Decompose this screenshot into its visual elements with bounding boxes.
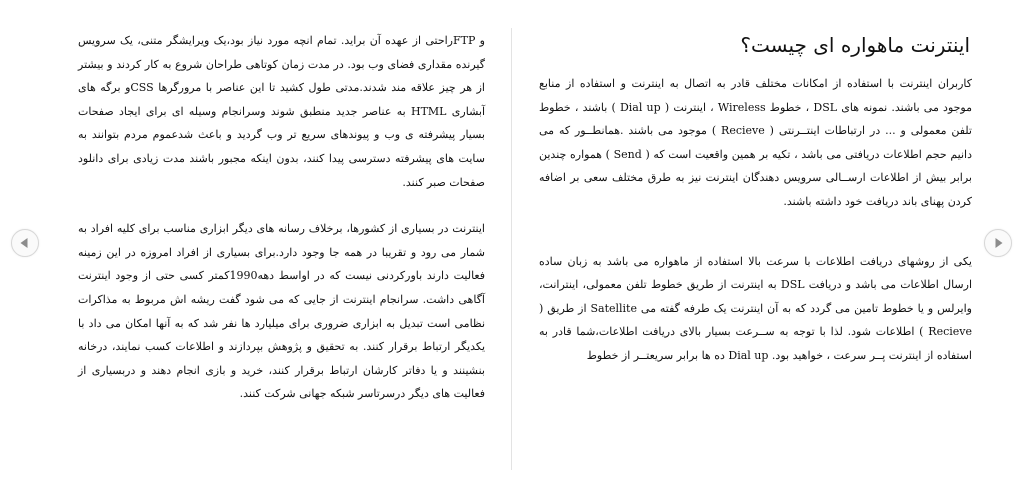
chevron-right-icon — [985, 230, 1011, 256]
right-paragraph-1: کاربران اینترنت با استفاده از امکانات مختلف قادر به اتصال به اینترنت و استفاده از منابع موجود می باشند. نمونه های DSL ، خطوط Wireless ، اینترنت ( Dial up ) باشند ، خطوط تلفن معمولی و ... در ارتباطات اینتــرنتی ( Recieve ) موجود می باشند .همانطــور که می دانیم حجم اطلاعات دریافتی می باشد ، تکیه بر همین واقعیت است که ( Send ) همواره چندین برابر بیش از اطلاعات ارســالی سرویس دهندگان اینترنت نیز به طرق مختلف سعی بر اضافه کردن پهنای باند دریافت خود داشته باشند. — [539, 77, 973, 208]
left-paragraph-1: و FTPراحتی از عهده آن براید. تمام انچه مورد نیاز بود،یک ویرایشگر متنی، یک سرویس گیرنده مقداری فضای وب بود. در مدت زمان کوتاهی طراحان شروع به کار کردند و بیشتر از هر چیز علاقه مند شدند.مدتی طول کشید تا این عناصر با مرورگرها CSSو برگه های آبشاری HTML به عناصر جدید منطبق شوند وسرانجام وسیله ای برای ایجاد صفحات بسیار پیشرفته ی وب و پیوندهای سریع تر وب گردید و باعث شدعموم مردم بتوانند به سایت های پیشرفته دسترسی پیدا کنند، بدون اینکه مجبور باشند مدت زیادی برای دانلود صفحات صبر کنند. — [78, 34, 486, 189]
chevron-left-icon — [12, 230, 38, 256]
left-page-text — [78, 29, 485, 406]
right-page — [512, 0, 1024, 489]
previous-page-button[interactable] — [11, 229, 39, 257]
right-page-text — [539, 72, 972, 368]
left-paragraph-2: اینترنت در بسیاری از کشورها، برخلاف رسانه های دیگر ابزاری مناسب برای کلیه افراد به شمار می رود و تقریبا در همه جا وجود دارد.برای بسیاری از افراد امروزه در این زمینه فعالیت دارند باورکردنی نیست که در اواسط دهه1990کمتر کسی حتی از وجود اینترنت آگاهی داشت. سرانجام اینترنت از جایی که می شود گفت ریشه اش مربوط به مذاکرات نظامی است تبدیل به ابزاری ضروری برای میلیارد ها نفر شد که به آنها امکان می داد با یکدیگر ارتباط برقرار کنند. به تحقیق و پژوهش بپردازند و اطلاعات کسب نمایند، درخانه بنشینند و یا دفاتر کارشان ارتباط برقرار کنند، خرید و بازی انجام دهند و دربسیاری از فعالیت های دیگر درسرتاسر شبکه جهانی شرکت کنند. — [78, 222, 485, 401]
right-paragraph-2: یکی از روشهای دریافت اطلاعات با سرعت بالا استفاده از ماهواره می باشد به زبان ساده ارسال اطلاعات می باشد و دریافت DSL به اینترنت از طریق خطوط تلفن معمولی، اینترانت، وایرلس و یا خطوط تامین می گردد که به آن اینترنت یک طرفه گفته می Satellite از طریق ( Recieve ) اطلاعات شود. لذا با توجه به ســرعت بسیار بالای دریافت اطلاعات،شما قادر به استفاده از اینترنت پــر سرعت ، خواهید بود. Dial up ده ها برابر سریعتــر از خطوط — [539, 254, 973, 362]
next-page-button[interactable] — [984, 229, 1012, 257]
page-title: اینترنت ماهواره ای چیست؟ — [740, 33, 970, 57]
